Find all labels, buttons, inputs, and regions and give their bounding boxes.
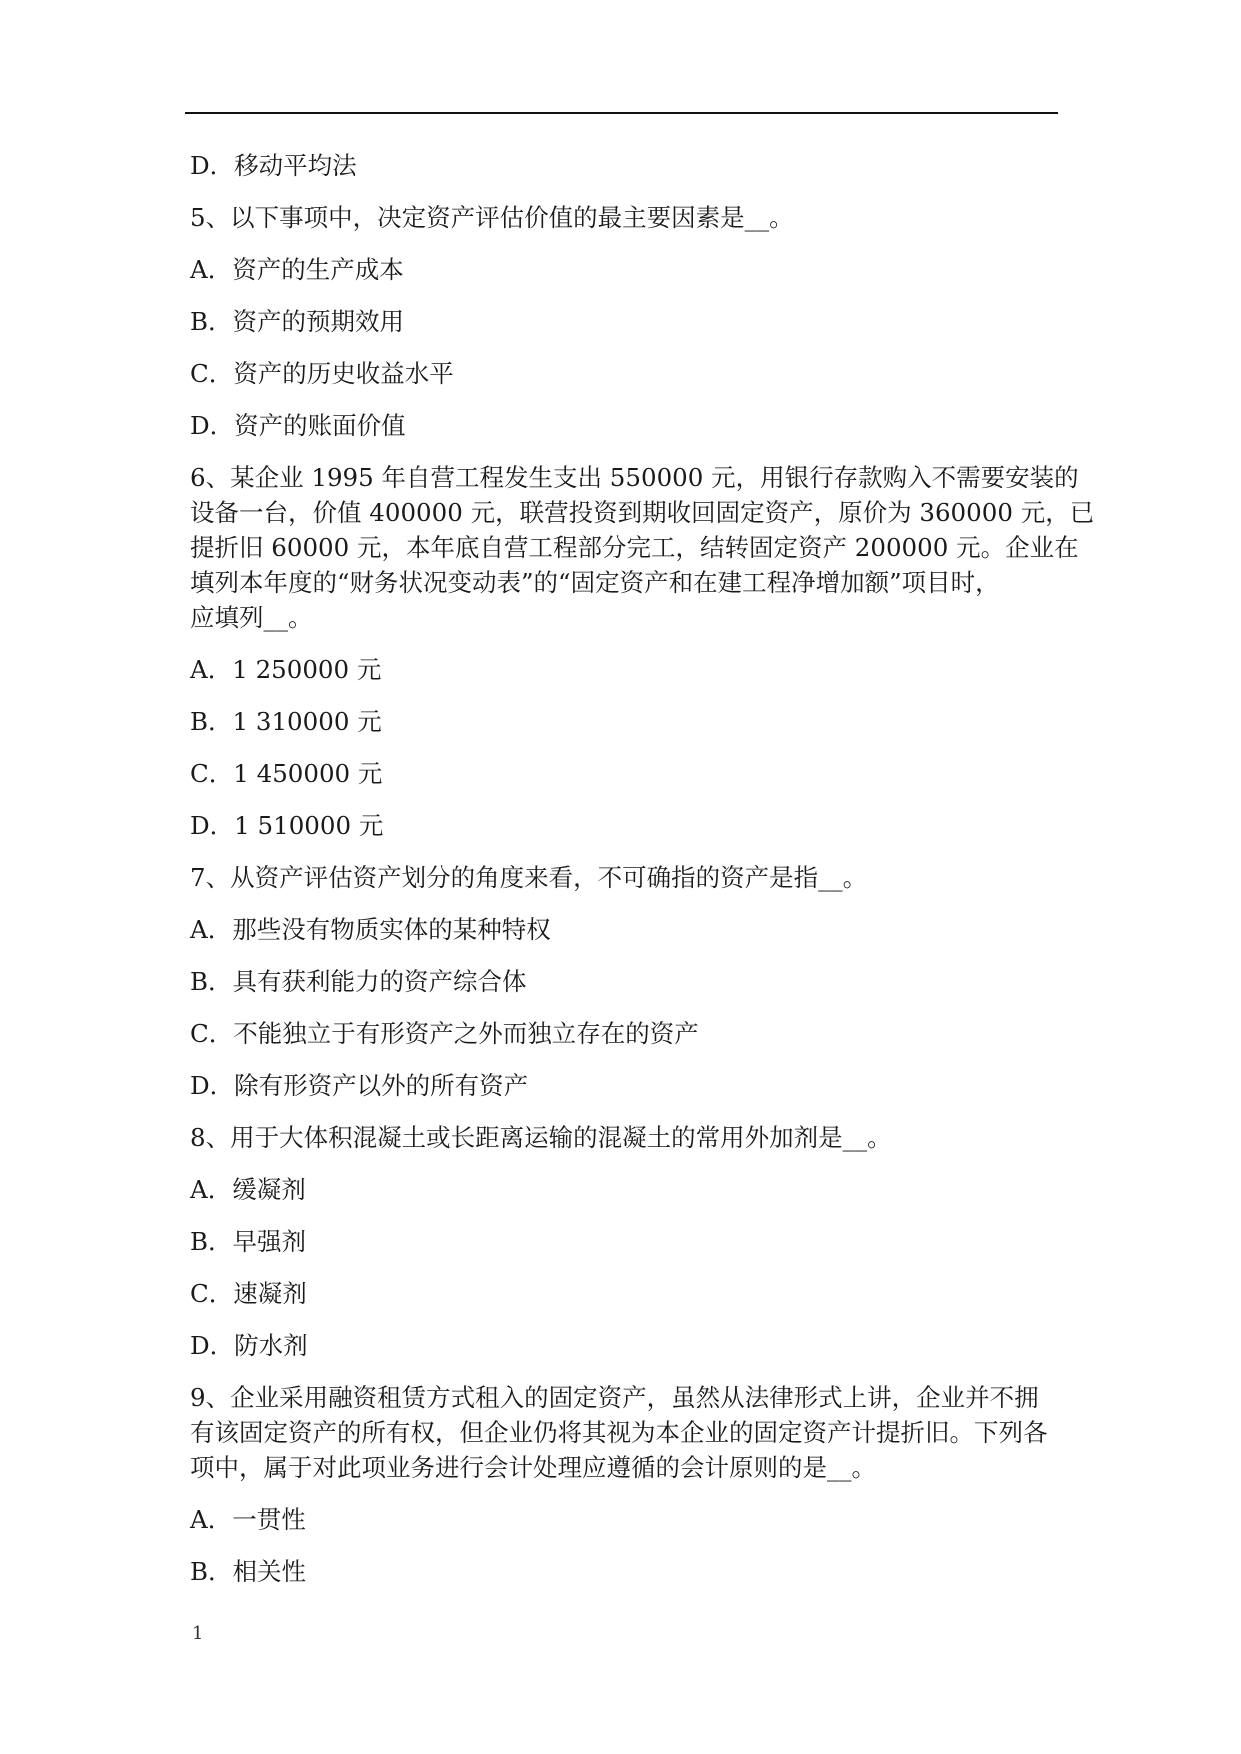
- option-line: D．防水剂: [190, 1331, 308, 1360]
- question-6-line: 提折旧 60000 元，本年底自营工程部分完工，结转固定资产 200000 元。企业在: [190, 533, 1079, 562]
- page-number: 1: [192, 1623, 204, 1644]
- option-line: C．速凝剂: [190, 1279, 307, 1308]
- document-body: [190, 148, 1095, 1606]
- question-5: 5、以下事项中，决定资产评估价值的最主要因素是__。: [190, 203, 794, 232]
- option-line: D．1 510000 元: [190, 811, 384, 840]
- option-line: B．具有获利能力的资产综合体: [190, 967, 527, 996]
- option-line: C．1 450000 元: [190, 759, 383, 788]
- option-line: C．不能独立于有形资产之外而独立存在的资产: [190, 1019, 699, 1048]
- option-line: A．那些没有物质实体的某种特权: [190, 915, 551, 944]
- option-line: D．移动平均法: [190, 151, 357, 180]
- question-6-line: 6、某企业 1995 年自营工程发生支出 550000 元，用银行存款购入不需要安装的: [190, 463, 1079, 492]
- question-8: 8、用于大体积混凝土或长距离运输的混凝土的常用外加剂是__。: [190, 1123, 892, 1152]
- question-7: 7、从资产评估资产划分的角度来看，不可确指的资产是指__。: [190, 863, 868, 892]
- question-9-line: 9、企业采用融资租赁方式租入的固定资产，虽然从法律形式上讲，企业并不拥: [190, 1383, 1039, 1412]
- option-line: B．早强剂: [190, 1227, 307, 1256]
- option-line: B．相关性: [190, 1557, 307, 1586]
- question-6-line: 设备一台，价值 400000 元，联营投资到期收回固定资产，原价为 360000 元，已: [190, 498, 1095, 527]
- question-6-line: 填列本年度的“财务状况变动表”的“固定资产和在建工程净增加额”项目时，: [190, 568, 1000, 597]
- question-6-line: 应填列__。: [190, 603, 313, 632]
- option-line: D．资产的账面价值: [190, 411, 406, 440]
- option-line: C．资产的历史收益水平: [190, 359, 454, 388]
- option-line: A．一贯性: [190, 1505, 306, 1534]
- option-line: B．1 310000 元: [190, 707, 382, 736]
- question-9-line: 项中，属于对此项业务进行会计处理应遵循的会计原则的是__。: [190, 1453, 876, 1482]
- option-line: D．除有形资产以外的所有资产: [190, 1071, 529, 1100]
- option-line: A．缓凝剂: [190, 1175, 306, 1204]
- option-line: A．资产的生产成本: [190, 255, 404, 284]
- question-9-line: 有该固定资产的所有权，但企业仍将其视为本企业的固定资产计提折旧。下列各: [190, 1418, 1048, 1447]
- header-rule: [185, 112, 1058, 114]
- question-9: [190, 1380, 1070, 1485]
- option-line: A．1 250000 元: [190, 655, 382, 684]
- option-line: B．资产的预期效用: [190, 307, 405, 336]
- question-6: [190, 460, 1095, 635]
